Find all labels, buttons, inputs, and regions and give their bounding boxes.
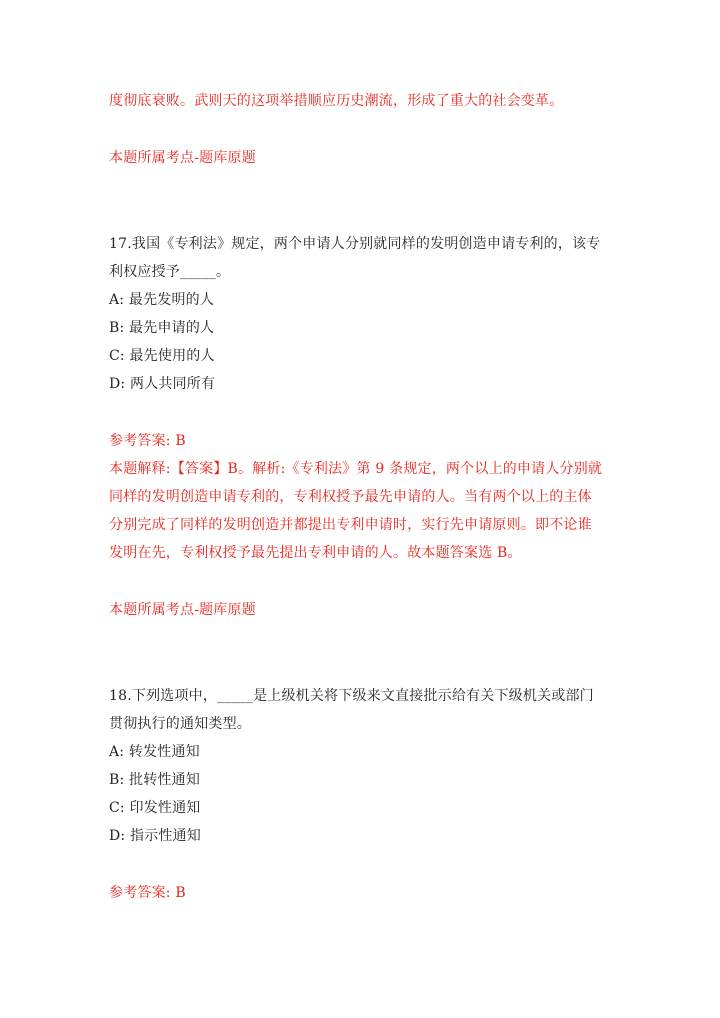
question-17-option-c: C: 最先使用的人	[109, 348, 215, 364]
topic-tag: 本题所属考点-题库原题	[109, 150, 256, 166]
question-17-stem-line-1: 17.我国《专利法》规定，两个申请人分别就同样的发明创造申请专利的，该专	[109, 236, 601, 252]
question-17-topic-tag: 本题所属考点-题库原题	[109, 602, 256, 618]
question-17-stem-line-2: 利权应授予_____。	[109, 264, 231, 280]
question-18-option-c: C: 印发性通知	[109, 800, 201, 816]
question-17-option-d: D: 两人共同所有	[109, 376, 216, 392]
question-17-option-b: B: 最先申请的人	[109, 320, 215, 336]
question-18-option-d: D: 指示性通知	[109, 828, 201, 844]
question-17-explanation-line-2: 同样的发明创造申请专利的，专利权授予最先申请的人。当有两个以上的主体	[109, 489, 592, 505]
question-17-option-a: A: 最先发明的人	[109, 292, 215, 308]
question-18-stem-line-1: 18.下列选项中，_____是上级机关将下级来文直接批示给有关下级机关或部门	[109, 688, 594, 704]
question-17-explanation-line-1: 本题解释:【答案】B。解析:《专利法》第 9 条规定，两个以上的申请人分别就	[109, 461, 603, 477]
question-17-answer: 参考答案: B	[109, 433, 186, 449]
question-18-option-b: B: 批转性通知	[109, 772, 201, 788]
question-17-explanation-line-4: 发明在先，专利权授予最先提出专利申请的人。故本题答案选 B。	[109, 545, 522, 561]
question-18-answer: 参考答案: B	[109, 885, 186, 901]
question-17-explanation-line-3: 分别完成了同样的发明创造并都提出专利申请时，实行先申请原则。即不论谁	[109, 517, 592, 533]
question-18-option-a: A: 转发性通知	[109, 744, 200, 760]
previous-explanation-continuation: 度彻底衰败。武则天的这项举措顺应历史潮流，形成了重大的社会变革。	[109, 93, 564, 109]
question-18-stem-line-2: 贯彻执行的通知类型。	[109, 716, 251, 732]
